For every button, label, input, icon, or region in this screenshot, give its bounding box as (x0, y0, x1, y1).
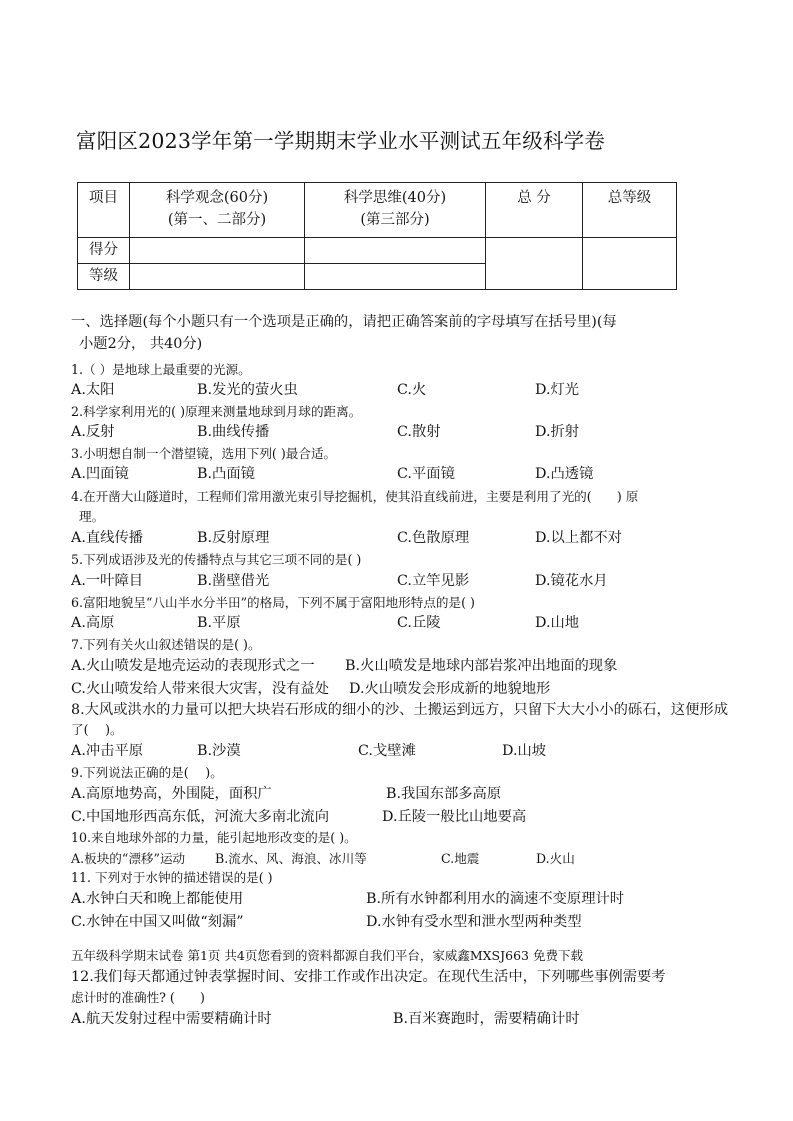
option-a: A.板块的“漂移”运动 (71, 851, 186, 866)
question-stem: 7.下列有关火山叙述错误的是( )。 (71, 637, 261, 652)
option-b: B.百米赛跑时，需要精确计时 (393, 1011, 580, 1027)
option-a: A.直线传播 (71, 530, 144, 546)
option-a: A.火山喷发是地壳运动的表现形式之一 (71, 658, 315, 674)
option-a: A.一叶障目 (71, 573, 144, 589)
option-c: C.散射 (397, 424, 441, 440)
option-c: C.火山喷发给人带来很大灾害，没有益处 (71, 681, 330, 697)
option-b: B.流水、风、海浪、冰川等 (215, 851, 367, 866)
option-c: C.地震 (441, 851, 480, 866)
level-thinking-cell[interactable] (305, 264, 486, 290)
option-d: D.镜花水月 (535, 573, 608, 589)
row-level-label: 等级 (78, 264, 130, 290)
total-score-cell[interactable] (486, 238, 583, 290)
header-thinking (305, 183, 486, 238)
option-c: C.丘陵 (397, 615, 441, 631)
question-stem: 12.我们每天都通过钟表掌握时间、安排工作或作出决定。在现代生活中，下列哪些事例需要考 (71, 969, 666, 985)
question-stem-cont: 虑计时的准确性? ( ) (71, 990, 205, 1005)
header-item (78, 183, 130, 238)
question-stem: 4.在开凿大山隧道时，工程师们常用激光束引导挖掘机，使其沿直线前进，主要是利用了光的( ) 原 (71, 489, 639, 504)
option-b: B.所有水钟都利用水的滴速不变原理计时 (366, 891, 625, 907)
question-stem: 3.小明想自制一个潜望镜，选用下列( )最合适。 (71, 446, 337, 461)
question-stem: 5.下列成语涉及光的传播特点与其它三项不同的是( ) (71, 552, 362, 567)
question-stem: 11. 下列对于水钟的描述错误的是( ) (71, 870, 273, 885)
page-footer: 五年级科学期末试卷 第1页 共4页您看到的资料都源自我们平台，家威鑫MXSJ663 免费下载 (71, 948, 583, 963)
option-a: A.反射 (71, 424, 115, 440)
option-b: B.我国东部多高原 (386, 786, 502, 802)
option-a: A.凹面镜 (71, 466, 129, 482)
question-stem: 6.富阳地貌呈“八山半水分半田”的格局，下列不属于富阳地形特点的是( ) (71, 595, 475, 610)
option-b: B.平原 (197, 615, 241, 631)
option-c: C.平面镜 (397, 466, 455, 482)
option-c: C.立竿见影 (397, 573, 470, 589)
header-concept-label: 科学观念(60分) (165, 190, 269, 206)
question-stem: 8.大风或洪水的力量可以把大块岩石形成的细小的沙、土搬运到远方，只留下大大小小的砾石，这便形成 (71, 702, 728, 718)
option-d: D.火山 (536, 851, 575, 866)
option-d: D.火山喷发会形成新的地貌地形 (349, 681, 551, 697)
option-d: D.灯光 (535, 382, 580, 398)
header-total (486, 183, 583, 238)
option-c: C.中国地形西高东低，河流大多南北流向 (71, 809, 330, 825)
header-item-label: 项目 (89, 190, 118, 206)
option-a: A.高原 (71, 615, 115, 631)
option-a: A.高原地势高，外围陡，面积广 (71, 786, 272, 802)
option-a: A.航天发射过程中需要精确计时 (71, 1011, 272, 1027)
option-d: D.山地 (535, 615, 580, 631)
option-d: D.水钟有受水型和泄水型两种类型 (366, 914, 582, 930)
total-grade-cell[interactable] (583, 238, 677, 290)
option-d: D.凸透镜 (535, 466, 594, 482)
score-concept-cell[interactable] (130, 238, 305, 264)
section-instructions-cont: 小题2分， 共40分) (79, 336, 203, 352)
option-d: D.以上都不对 (535, 530, 622, 546)
header-thinking-sub: (第三部分) (360, 212, 430, 228)
option-c: C.水钟在中国又叫做“刻漏” (71, 914, 244, 930)
header-total-label: 总 分 (517, 190, 551, 206)
option-a: A.冲击平原 (71, 743, 144, 759)
option-d: D.山坡 (502, 743, 547, 759)
question-stem: 10.来自地球外部的力量，能引起地形改变的是( )。 (71, 830, 357, 845)
option-b: B.曲线传播 (197, 424, 270, 440)
option-b: B.发光的萤火虫 (197, 382, 298, 398)
question-stem-cont: 了( )。 (71, 722, 123, 737)
header-grade (583, 183, 677, 238)
option-d: D.丘陵一般比山地要高 (382, 809, 527, 825)
option-b: B.凿壁借光 (197, 573, 270, 589)
header-concept (130, 183, 305, 238)
option-c: C.戈壁滩 (358, 743, 416, 759)
option-c: C.色散原理 (397, 530, 470, 546)
level-concept-cell[interactable] (130, 264, 305, 290)
question-stem-cont: 理。 (79, 509, 105, 524)
header-concept-sub: (第一、二部分) (167, 212, 267, 228)
header-thinking-label: 科学思维(40分) (343, 190, 447, 206)
score-thinking-cell[interactable] (305, 238, 486, 264)
row-score-label: 得分 (78, 238, 130, 264)
option-a: A.水钟白天和晚上都能使用 (71, 891, 244, 907)
header-grade-label: 总等级 (607, 190, 652, 206)
page-title: 富阳区2023学年第一学期期末学业水平测试五年级科学卷 (76, 129, 606, 153)
section-instructions: 一、选择题(每个小题只有一个选项是正确的，请把正确答案前的字母填写在括号里)(每 (71, 314, 617, 330)
option-b: B.反射原理 (197, 530, 270, 546)
option-a: A.太阳 (71, 382, 115, 398)
option-b: B.沙漠 (197, 743, 241, 759)
question-stem: 2.科学家利用光的( )原理来测量地球到月球的距离。 (71, 404, 362, 419)
score-table (77, 182, 677, 290)
question-stem: 9.下列说法正确的是( )。 (71, 765, 223, 780)
option-c: C.火 (397, 382, 427, 398)
question-stem: 1.（ ）是地球上最重要的光源。 (71, 362, 251, 377)
option-b: B.火山喷发是地球内部岩浆冲出地面的现象 (345, 658, 618, 674)
option-b: B.凸面镜 (197, 466, 255, 482)
option-d: D.折射 (535, 424, 580, 440)
